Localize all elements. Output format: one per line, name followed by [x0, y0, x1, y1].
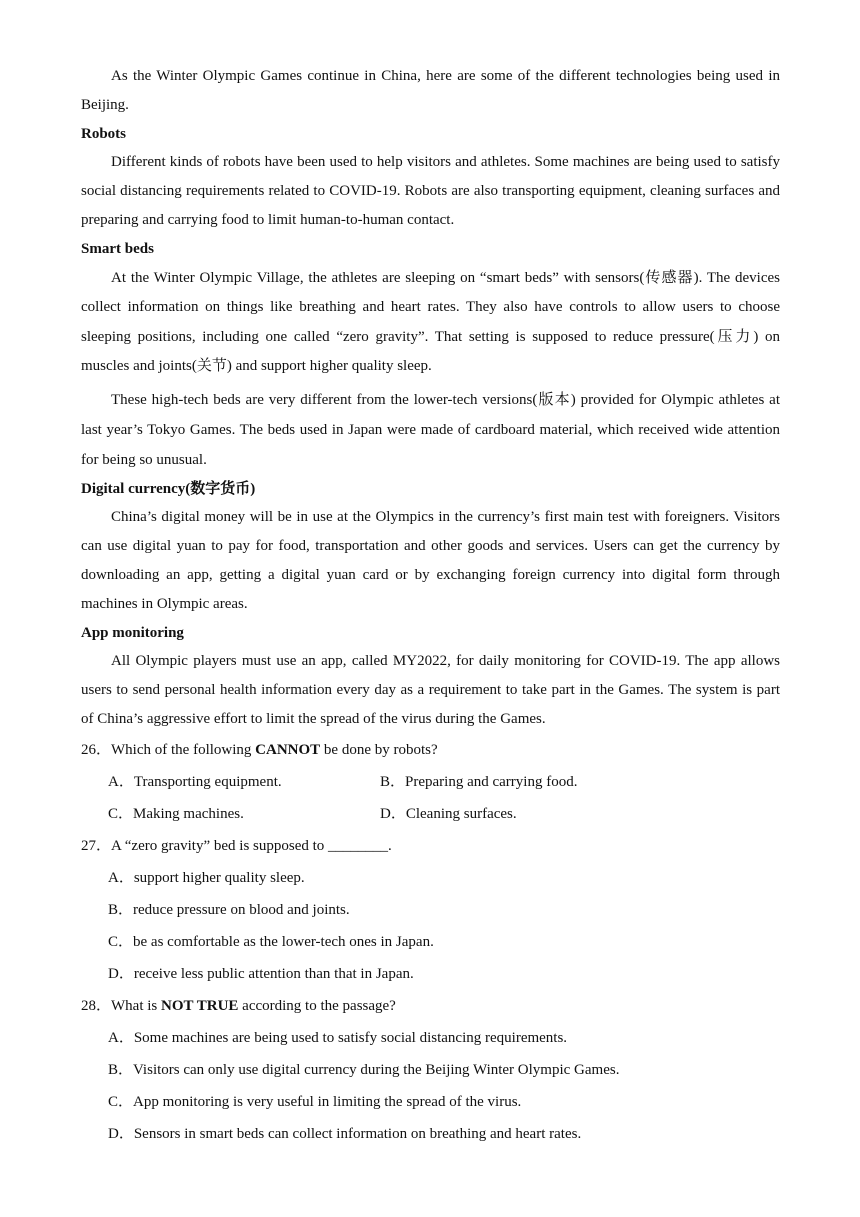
option-d[interactable]: D．Cleaning surfaces.	[380, 805, 517, 822]
section-heading-app-monitoring: App monitoring	[81, 624, 184, 641]
question-number: 28．	[81, 997, 112, 1014]
question-27	[81, 830, 780, 990]
question-emphasis: CANNOT	[255, 741, 321, 758]
option-d[interactable]: D．receive less public attention than that in Japan.	[108, 965, 414, 982]
app-monitoring-paragraph: All Olympic players must use an app, called MY2022, for daily monitoring for COVID-19. The app allows users to send personal health information every day as a requirement to take part in the Games. The system is part of China’s aggressive effort to limit the spread of the virus during the Games.	[81, 653, 780, 727]
options-row	[81, 798, 780, 830]
option-c[interactable]: C．App monitoring is very useful in limiting the spread of the virus.	[108, 1093, 522, 1110]
document-page	[81, 62, 780, 1150]
digital-currency-paragraph: China’s digital money will be in use at the Olympics in the currency’s first main test with foreigners. Visitors can use digital yuan to pay for food, transportation and other goods and services. Users can get the currency by downloading an app, getting a digital yuan card or by exchanging foreign currency into digital form through machines in Olympic areas.	[81, 509, 780, 612]
question-text: Which of the following	[111, 741, 256, 758]
question-26	[81, 734, 780, 830]
robots-paragraph: Different kinds of robots have been used to help visitors and athletes. Some machines are being used to satisfy social distancing requirements related to COVID-19. Robots are also transporting equipment, cleaning surfaces and preparing and carrying food to limit human-to-human contact.	[81, 154, 780, 228]
question-text: What is	[111, 997, 162, 1014]
question-stem	[81, 990, 780, 1022]
question-stem	[81, 830, 780, 862]
question-number: 27．	[81, 837, 112, 854]
option-d[interactable]: D．Sensors in smart beds can collect information on breathing and heart rates.	[108, 1125, 582, 1142]
question-emphasis: NOT TRUE	[161, 997, 239, 1014]
option-a[interactable]: A．support higher quality sleep.	[108, 869, 305, 886]
option-a[interactable]: A．Some machines are being used to satisfy social distancing requirements.	[108, 1029, 568, 1046]
smart-beds-paragraph-2: These high-tech beds are very different from the lower-tech versions(版本) provided for Olympic athletes at last year’s Tokyo Games. The beds used in Japan were made of cardboard material, which received wide attention for being so unusual.	[81, 391, 780, 468]
option-b[interactable]: B．Visitors can only use digital currency during the Beijing Winter Olympic Games.	[108, 1061, 620, 1078]
question-28	[81, 990, 780, 1150]
section-heading-robots: Robots	[81, 125, 127, 142]
option-b[interactable]: B．reduce pressure on blood and joints.	[108, 901, 350, 918]
question-text: A “zero gravity” bed is supposed to ________.	[111, 837, 392, 854]
intro-paragraph: As the Winter Olympic Games continue in China, here are some of the different technologies being used in Beijing.	[81, 68, 780, 113]
smart-beds-paragraph-1: At the Winter Olympic Village, the athletes are sleeping on “smart beds” with sensors(传感器). The devices collect information on things like breathing and heart rates. They also have controls to allow users to choose sleeping positions, including one called “zero gravity”. That setting is supposed to reduce pressure(压力) on muscles and joints(关节) and support higher quality sleep.	[81, 269, 780, 375]
question-stem	[81, 734, 780, 766]
section-heading-smart-beds: Smart beds	[81, 240, 154, 257]
option-b[interactable]: B．Preparing and carrying food.	[380, 773, 578, 790]
option-c[interactable]: C．be as comfortable as the lower-tech ones in Japan.	[108, 933, 434, 950]
question-number: 26．	[81, 741, 112, 758]
question-text-end: be done by robots?	[320, 741, 438, 758]
option-c[interactable]: C．Making machines.	[108, 805, 244, 822]
options-row	[81, 766, 780, 798]
section-heading-digital-currency: Digital currency(数字货币)	[81, 480, 256, 497]
question-text-end: according to the passage?	[238, 997, 396, 1014]
option-a[interactable]: A．Transporting equipment.	[108, 773, 282, 790]
